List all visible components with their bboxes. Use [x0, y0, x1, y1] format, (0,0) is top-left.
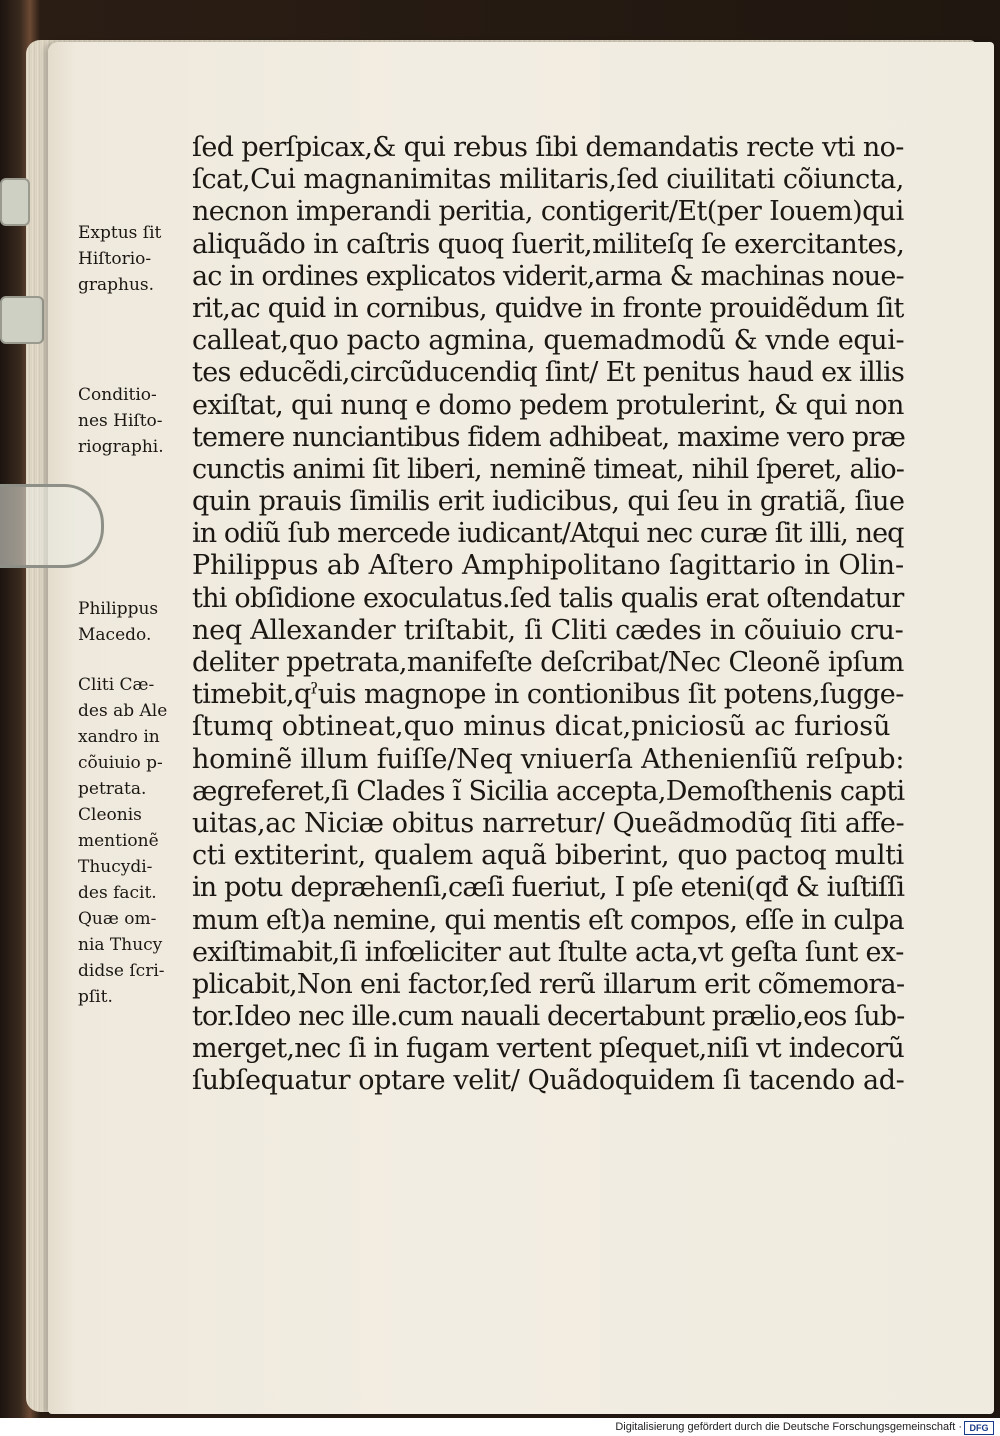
text-line: hominẽ illum fuiſſe/Neq vniuerſa Athenienſiũ reſpub:	[192, 743, 905, 775]
book-clip-top	[0, 178, 30, 226]
margin-note-line: des facit.	[78, 883, 157, 903]
margin-note-line: des ab Ale	[78, 701, 168, 721]
text-line: ſubſequatur optare velit/ Quãdoquidem ſi tacendo ad‑	[192, 1065, 905, 1097]
text-line: tor.Ideo nec ille.cum nauali decertabunt prælio,eos ſub‑	[192, 1001, 905, 1033]
text-line: plicabit,Non eni factor,ſed rerũ illarum erit cõmemora‑	[192, 968, 905, 1000]
text-line: merget,nec ſi in fugam vertent pſequet,niſi vt indecorũ	[192, 1033, 905, 1065]
text-line: Philippus ab Aſtero Amphipolitano ſagittario in Olin‑	[192, 550, 904, 582]
margin-note-line: Exptus ſit	[78, 223, 162, 243]
margin-note-line: graphus.	[78, 275, 155, 295]
margin-note-line: riographi.	[78, 437, 164, 457]
margin-note-philippus	[78, 596, 188, 648]
margin-note-line: Conditio‑	[78, 385, 157, 405]
margin-note-cliti	[78, 672, 188, 1010]
page-clamp	[0, 484, 104, 568]
text-line: ac in ordines explicatos viderit,arma & machinas noue‑	[192, 260, 904, 292]
margin-note-line: Quæ om‑	[78, 909, 157, 929]
text-line: necnon imperandi peritia, contigerit/Et(per Iouem)qui	[192, 196, 904, 228]
text-line: uitas,ac Niciæ obitus narretur/ Queãdmodũq ſiti affe‑	[192, 807, 905, 839]
text-line: thi obſidione exoculatus.ſed talis qualis erat oſtendatur	[192, 582, 904, 614]
margin-note-line: Philippus	[78, 599, 159, 619]
margin-note-line: Thucydi‑	[78, 857, 153, 877]
text-line: exiſtimabit,ſi infœliciter aut ſtulte acta,vt geſta ſunt ex‑	[192, 936, 904, 968]
margin-note-line: xandro in	[78, 727, 160, 747]
text-line: ſtumq obtineat,quo minus dicat,pniciosũ ac furiosũ	[192, 711, 891, 743]
margin-note-line: mentionẽ	[78, 831, 159, 851]
margin-note-conditiones	[78, 382, 188, 460]
text-line: rit,ac quid in cornibus, quidve in fronte prouidẽdum ſit	[192, 292, 904, 324]
text-line: temere nunciantibus fidem adhibeat, maxime vero præ	[192, 421, 906, 453]
text-line: deliter ppetrata,manifeſte deſcribat/Nec Cleonẽ ipſum	[192, 647, 904, 678]
book-clip-middle	[0, 296, 44, 344]
margin-note-line: Macedo.	[78, 625, 152, 645]
funding-credit: Digitalisierung gefördert durch die Deutsche Forschungsgemeinschaft ·	[615, 1421, 962, 1433]
footer-bar	[0, 1418, 1000, 1436]
main-text-block	[192, 132, 904, 1098]
text-line: mum eſt)a nemine, qui mentis eſt compos, eſſe in culpa	[192, 904, 904, 936]
margin-note-line: didse ſcri‑	[78, 961, 165, 981]
text-line: cti extiterint, qualem aquã biberint, quo pactoq multi	[192, 840, 904, 872]
text-line: in odiũ ſub mercede iudicant/Atqui nec curæ ſit illi, neq	[192, 518, 904, 550]
text-line: ægreferet,ſi Clades ĩ Sicilia accepta,Demoſthenis capti	[192, 775, 905, 807]
margin-note-line: petrata.	[78, 779, 147, 799]
dfg-logo-icon: DFG	[964, 1421, 994, 1435]
margin-note-line: Cliti Cæ‑	[78, 675, 155, 695]
text-line: ſcat,Cui magnanimitas militaris,ſed ciuilitati cõiuncta,	[192, 164, 904, 196]
text-line: ſed perſpicax,& qui rebus ſibi demandatis recte vti no‑	[192, 132, 904, 163]
margin-note-line: pſit.	[78, 987, 113, 1007]
text-line: in potu depræhenſi,cæſi fueriut, I pſe eteni(qđ & iuſtiſſi	[192, 872, 905, 904]
text-line: cunctis animi ſit liberi, neminẽ timeat, nihil ſperet, alio‑	[192, 453, 905, 485]
text-line: quin prauis ſimilis erit iudicibus, qui ſeu in gratiã, ſiue	[192, 486, 905, 518]
margin-note-line: nia Thucy	[78, 935, 163, 955]
text-line: timebit,qˀuis magnope in contionibus ſit potens,ſugge‑	[192, 679, 904, 711]
margin-note-line: Cleonis	[78, 805, 142, 825]
text-line: exiſtat, qui nunq e domo pedem protulerint, & qui non	[192, 389, 904, 421]
text-line: aliquãdo in caſtris quoq ſuerit,militeſq ſe exercitantes,	[192, 228, 905, 260]
margin-note-line: nes Hiſto‑	[78, 411, 163, 431]
text-line: calleat,quo pacto agmina, quemadmodũ & vnde equi‑	[192, 325, 905, 357]
text-line: tes educẽdi,circũducendiq ſint/ Et penitus haud ex illis	[192, 357, 905, 389]
margin-note-line: cõuiuio p‑	[78, 753, 163, 773]
text-line: neq Allexander triſtabit, ſi Cliti cædes in cõuiuio cru‑	[192, 614, 904, 646]
margin-note-line: Hiſtorio‑	[78, 249, 152, 269]
margin-note-historiographus	[78, 220, 188, 298]
